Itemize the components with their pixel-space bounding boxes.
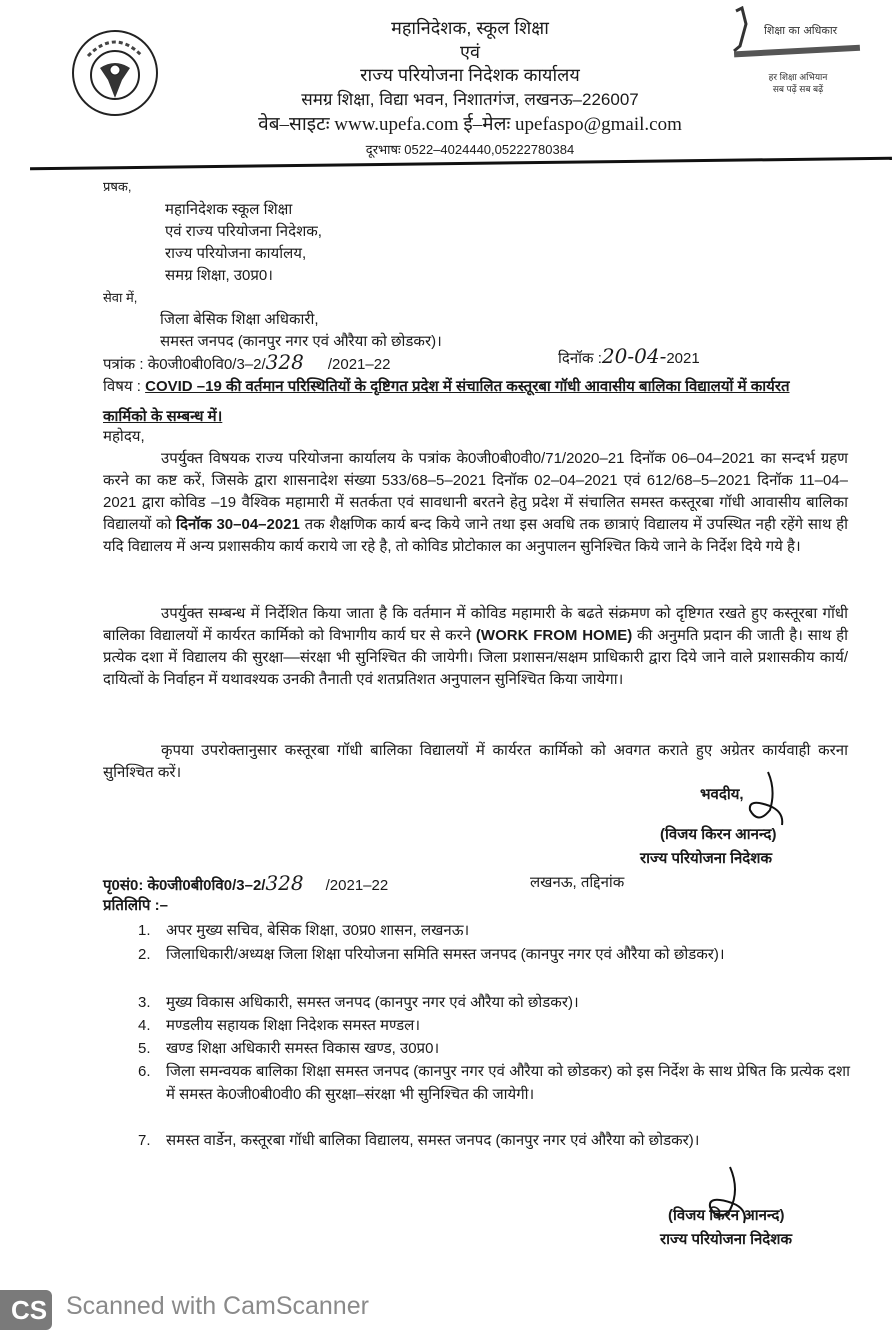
letterhead-line2: एवं <box>460 42 480 62</box>
copy-item <box>138 1037 850 1060</box>
endorsement-suffix: /2021–22 <box>325 877 389 894</box>
paragraph-text: तक शैक्षणिक कार्य बन्द किये जाने तथा इस अवधि तक छात्राएं विद्यालय में उपस्थित नही रहेंगे साथ ही यदि विद्यालय में अन्य प्रशासकीय कार्य कराये जा रहे है, तो कोविड प्रोटोकाल का अनुपालन सुनिश्चित किये जाने के निर्देश दिये गये है। <box>103 516 849 555</box>
copy-item <box>138 1060 850 1106</box>
endorsement-handwritten-number: 328 <box>265 871 304 895</box>
closing-yours: भवदीय, <box>700 786 744 803</box>
svg-text:शिक्षा का अधिकार: शिक्षा का अधिकार <box>764 24 838 37</box>
recipient-line: समस्त जनपद (कानपुर नगर एवं औरैया को छोडकर)। <box>160 333 442 350</box>
item-number: 1. <box>138 922 151 939</box>
letterhead-web-email: वेब–साइटः www.upefa.com ई–मेलः upefaspo@gmail.com <box>258 114 682 135</box>
letterhead-address: समग्र शिक्षा, विद्या भवन, निशातगंज, लखनऊ–226007 <box>301 90 639 109</box>
up-government-emblem <box>70 28 160 118</box>
item-text: मण्डलीय सहायक शिक्षा निदेशक समस्त मण्डल। <box>166 1017 421 1034</box>
item-text: अपर मुख्य सचिव, बेसिक शिक्षा, उ0प्र0 शासन, लखनऊ। <box>166 922 470 939</box>
item-number: 7. <box>138 1132 151 1149</box>
date-year: 2021 <box>666 350 700 367</box>
subject <box>103 372 818 432</box>
sender-line: एवं राज्य परियोजना निदेशक, <box>165 223 322 240</box>
item-number: 3. <box>138 994 151 1011</box>
date-handwritten: 20-04- <box>601 344 667 368</box>
header-rule <box>30 157 892 171</box>
body-paragraph-1 <box>103 448 848 558</box>
item-number: 4. <box>138 1017 151 1034</box>
paragraph-text: उपर्युक्त सम्बन्ध में निर्देशित किया जाता है कि वर्तमान में कोविड महामारी के बढते संक्रमण को दृष्टिगत रखते हुए कस्तूरबा गॉधी बालिका विद्यालयों में कार्यरत कार्मिको को विभागीय कार्य घर से करने <box>103 605 848 644</box>
item-number: 6. <box>138 1063 151 1080</box>
closing-designation: राज्य परियोजना निदेशक <box>640 850 772 867</box>
paragraph-bold-date: दिनॉक 30–04–2021 <box>176 516 300 533</box>
campaign-tagline: सब पढ़ें सब बढ़ें <box>772 84 824 94</box>
letterhead-office: राज्य परियोजना निदेशक कार्यालय <box>360 65 580 85</box>
copy-item <box>138 919 850 942</box>
sender-line: राज्य परियोजना कार्यालय, <box>165 245 307 262</box>
item-text: खण्ड शिक्षा अधिकारी समस्त विकास खण्ड, उ0प्र0। <box>166 1040 440 1057</box>
camscanner-watermark: Scanned with CamScanner <box>66 1292 369 1320</box>
endorsement-name: (विजय किरन आनन्द) <box>668 1207 785 1224</box>
letterhead-line1: महानिदेशक, स्कूल शिक्षा <box>391 18 549 38</box>
item-text: समस्त वार्डेन, कस्तूरबा गॉधी बालिका विद्यालय, समस्त जनपद (कानपुर नगर एवं औरैया को छोडकर)। <box>166 1132 700 1149</box>
endorsement-place-date: लखनऊ, तद्दिनांक <box>530 874 625 891</box>
reference-prefix: पत्रांक : के0जी0बी0वि0/3–2/ <box>103 356 266 373</box>
date-label: दिनॉक : <box>558 350 602 367</box>
sender-line: महानिदेशक स्कूल शिक्षा <box>165 201 293 218</box>
copy-item <box>138 1129 850 1152</box>
body-paragraph-3: कृपया उपरोक्तानुसार कस्तूरबा गॉधी बालिका विद्यालयों में कार्यरत कार्मिको को अवगत कराते हुए अग्रेतर कार्यवाही करना सुनिश्चित करें। <box>103 742 848 781</box>
item-text: मुख्य विकास अधिकारी, समस्त जनपद (कानपुर नगर एवं औरैया को छोडकर)। <box>166 994 579 1011</box>
recipient-line: जिला बेसिक शिक्षा अधिकारी, <box>160 311 319 328</box>
reference-handwritten-number: 328 <box>265 350 304 374</box>
sender-label: प्रषक, <box>103 179 132 194</box>
copy-item <box>138 991 850 1014</box>
body-paragraph-2 <box>103 603 848 691</box>
endorsement-designation: राज्य परियोजना निदेशक <box>660 1231 792 1248</box>
reference-date <box>558 345 700 370</box>
reference-suffix: /2021–22 <box>327 356 391 373</box>
item-text: जिलाधिकारी/अध्यक्ष जिला शिक्षा परियोजना समिति समस्त जनपद (कानपुर नगर एवं औरैया को छोडकर)। <box>166 946 725 963</box>
shiksha-ka-adhikar-logo <box>728 6 868 106</box>
item-text: जिला समन्वयक बालिका शिक्षा समस्त जनपद (कानपुर नगर एवं औरैया को छोडकर) को इस निर्देश के साथ प्रेषित कि प्रत्येक दशा में समस्त के0जी0बी0वी0 की सुरक्षा–संरक्षा भी सुनिश्चित की जायेगी। <box>166 1063 850 1103</box>
letterhead-phone: दूरभाषः 0522–4024440,05222780384 <box>365 142 575 157</box>
item-number: 2. <box>138 946 151 963</box>
salutation: महोदय, <box>103 428 145 445</box>
subject-label: विषय : <box>103 378 141 395</box>
camscanner-logo-text: CS <box>10 1295 48 1325</box>
endorsement-number <box>103 872 388 897</box>
closing-name: (विजय किरन आनन्द) <box>660 826 777 843</box>
copy-item <box>138 943 850 966</box>
recipient-label: सेवा में, <box>103 290 138 305</box>
copy-item <box>138 1014 850 1037</box>
subject-text: COVID –19 की वर्तमान परिस्थितियों के दृष्टिगत प्रदेश में संचालित कस्तूरबा गॉधी आवासीय बालिका विद्यालयों में कार्यरत कार्मिको के सम्बन्ध में। <box>103 378 790 425</box>
sender-line: समग्र शिक्षा, उ0प्र0। <box>165 267 273 284</box>
paragraph-bold-text: (WORK FROM HOME) <box>475 627 633 644</box>
paragraph-text: की अनुमति प्रदान की जाती है। साथ ही प्रत्येक दशा में विद्यालय की सुरक्षा––संरक्षा भी सुनिश्चित की जायेगी। जिला प्रशासन/सक्षम प्राधिकारी द्वारा दिये जाने वाले प्रशासकीय कार्य/दायित्वों के निर्वाहन में यथावश्यक उनकी तैनाती एवं शतप्रतिशत अनुपालन सुनिश्चित किया जायेगा। <box>103 627 848 688</box>
copy-label: प्रतिलिपि :– <box>103 897 168 914</box>
paragraph-text: उपर्युक्त विषयक राज्य परियोजना कार्यालय के पत्रांक के0जी0बी0वी0/71/2020–21 दिनॉक 06–04–2021 का सन्दर्भ ग्रहण करने का कष्ट करें, जिसके द्वारा शासनादेश संख्या 533/68–5–2021 दिनॉक 02–04–2021 एवं 612/68–5–2021 दिनॉक 11–04–2021 द्वारा कोविड –19 वैश्विक महामारी में सतर्कता एवं सावधानी बरतने हेतु प्रदेश में संचालित समस्त कस्तूरबा गॉधी आवासीय बालिका विद्यालयों को <box>103 450 848 533</box>
endorsement-prefix: पृ0सं0: के0जी0बी0वि0/3–2/ <box>103 877 266 894</box>
campaign-tagline: हर शिक्षा अभियान <box>768 72 828 82</box>
item-number: 5. <box>138 1040 151 1057</box>
